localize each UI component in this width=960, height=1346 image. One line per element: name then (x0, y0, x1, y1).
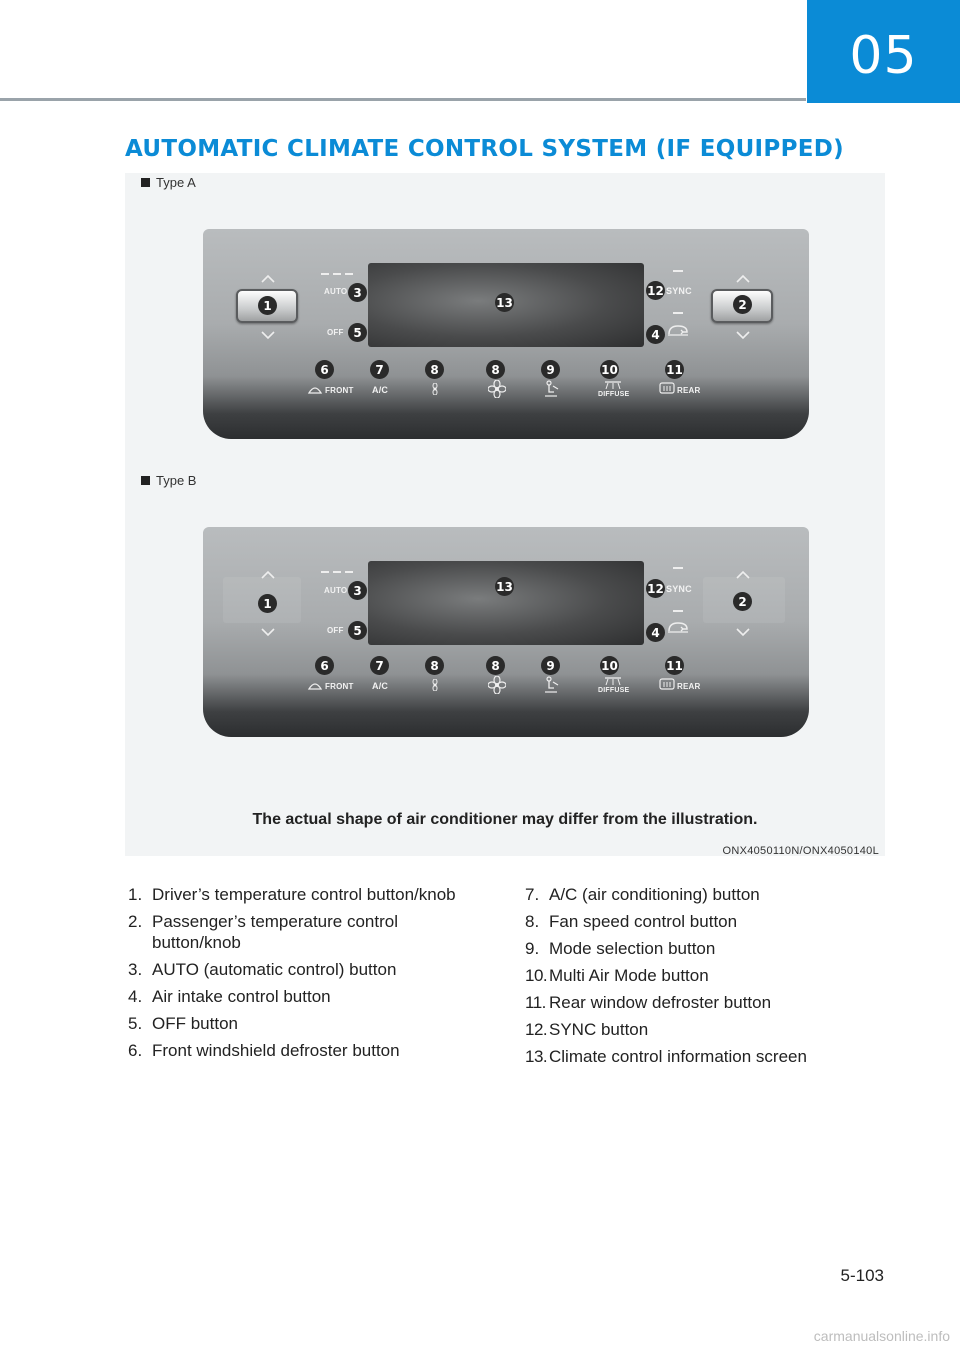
type-a-text: Type A (156, 175, 196, 190)
callout: 10 (600, 656, 619, 675)
item-text: SYNC button (549, 1020, 649, 1039)
multi-air-icon (604, 676, 622, 686)
item-text: Driver’s temperature control button/knob (152, 885, 456, 904)
callout: 12 (646, 579, 665, 598)
item-text: Fan speed control button (549, 912, 738, 931)
item-number: 9. (525, 939, 540, 958)
callout: 11 (665, 360, 684, 379)
callout: 11 (665, 656, 684, 675)
callout: 1 (258, 296, 277, 315)
bullet-square-icon (141, 178, 150, 187)
list-item (525, 911, 885, 932)
callout: 8 (486, 656, 505, 675)
front-defrost-icon (307, 679, 323, 691)
auto-label: AUTO (324, 287, 348, 296)
indicator-dash (333, 571, 341, 573)
item-text: A/C (air conditioning) button (549, 885, 760, 904)
type-b-text: Type B (156, 473, 197, 488)
fan-low-icon (429, 679, 441, 691)
list-item (128, 1013, 483, 1034)
callout: 8 (425, 360, 444, 379)
section-title: AUTOMATIC CLIMATE CONTROL SYSTEM (IF EQUIPPED) (125, 136, 844, 162)
sync-label: SYNC (666, 286, 692, 296)
callout: 6 (315, 656, 334, 675)
callout: 12 (646, 281, 665, 300)
item-number: 12. (525, 1020, 548, 1039)
item-number: 13. (525, 1047, 548, 1066)
air-recirculation-icon (666, 620, 690, 634)
ac-label: A/C (372, 681, 389, 691)
chevron-down-icon (735, 628, 751, 638)
list-item (525, 938, 885, 959)
panel-type-b (203, 527, 809, 737)
ac-label: A/C (372, 385, 389, 395)
chevron-up-icon (260, 569, 276, 579)
item-number: 8. (525, 912, 540, 931)
chevron-up-icon (735, 569, 751, 579)
bullet-square-icon (141, 476, 150, 485)
item-text: Passenger’s temperature control button/knob (152, 912, 399, 952)
info-screen (368, 561, 644, 645)
item-text: OFF button (152, 1014, 238, 1033)
front-label: FRONT (325, 386, 354, 395)
callout: 5 (348, 323, 367, 342)
list-item (128, 1040, 483, 1061)
item-number: 10. (525, 966, 548, 985)
chevron-down-icon (260, 331, 276, 341)
air-recirculation-icon (666, 323, 690, 337)
item-text: Mode selection button (549, 939, 716, 958)
callout: 2 (733, 592, 752, 611)
callout: 9 (541, 360, 560, 379)
component-list-right (525, 884, 885, 1073)
chevron-up-icon (735, 273, 751, 283)
sync-label: SYNC (666, 584, 692, 594)
item-text: AUTO (automatic control) button (152, 960, 397, 979)
list-item (128, 986, 483, 1007)
type-b-label (141, 473, 196, 488)
item-number: 3. (128, 960, 143, 979)
item-number: 2. (128, 912, 143, 931)
item-text: Multi Air Mode button (549, 966, 709, 985)
item-number: 7. (525, 885, 540, 904)
fan-low-icon (429, 383, 441, 395)
item-number: 6. (128, 1041, 143, 1060)
multi-air-icon (604, 380, 622, 390)
callout: 3 (348, 581, 367, 600)
rear-label: REAR (677, 682, 701, 691)
chevron-down-icon (260, 628, 276, 638)
mode-selection-icon (542, 380, 560, 398)
callout: 8 (425, 656, 444, 675)
callout: 5 (348, 621, 367, 640)
callout: 4 (646, 623, 665, 642)
fan-high-icon (488, 380, 506, 398)
rear-label: REAR (677, 386, 701, 395)
callout: 13 (495, 293, 514, 312)
indicator-dash (321, 571, 329, 573)
item-text: Rear window defroster button (549, 993, 772, 1012)
climate-panel-figure (125, 173, 885, 856)
page-number: 5-103 (840, 1266, 884, 1285)
figure-code: ONX4050110N/ONX4050140L (722, 845, 879, 857)
indicator-dash (333, 273, 341, 275)
callout: 7 (370, 360, 389, 379)
callout: 3 (348, 283, 367, 302)
callout: 9 (541, 656, 560, 675)
chapter-tab (807, 0, 960, 103)
auto-label: AUTO (324, 586, 348, 595)
figure-caption: The actual shape of air conditioner may differ from the illustration. (252, 811, 758, 828)
list-item (525, 965, 885, 986)
diffuse-label: DIFFUSE (598, 687, 630, 694)
mode-selection-icon (542, 676, 560, 694)
callout: 13 (495, 577, 514, 596)
front-label: FRONT (325, 682, 354, 691)
rear-defrost-icon (659, 382, 675, 394)
list-item (525, 1046, 885, 1067)
off-label: OFF (327, 626, 344, 635)
list-item (525, 992, 885, 1013)
chapter-number: 05 (849, 25, 918, 86)
chevron-down-icon (735, 331, 751, 341)
callout: 7 (370, 656, 389, 675)
item-number: 11. (525, 993, 546, 1012)
rear-defrost-icon (659, 678, 675, 690)
list-item (525, 1019, 885, 1040)
callout: 6 (315, 360, 334, 379)
watermark: carmanualsonline.info (813, 1328, 950, 1344)
indicator-dash (345, 273, 353, 275)
list-item (128, 884, 483, 905)
indicator-dash (321, 273, 329, 275)
callout: 8 (486, 360, 505, 379)
type-a-label (141, 175, 196, 190)
chevron-up-icon (260, 273, 276, 283)
front-defrost-icon (307, 383, 323, 395)
diffuse-label: DIFFUSE (598, 391, 630, 398)
panel-type-a (203, 229, 809, 439)
component-list-left (128, 884, 483, 1067)
item-number: 4. (128, 987, 143, 1006)
indicator-dash (673, 312, 683, 314)
item-number: 1. (128, 885, 143, 904)
indicator-dash (673, 270, 683, 272)
callout: 2 (733, 295, 752, 314)
item-text: Air intake control button (152, 987, 331, 1006)
item-text: Climate control information screen (549, 1047, 807, 1066)
fan-high-icon (488, 676, 506, 694)
indicator-dash (673, 610, 683, 612)
list-item (128, 911, 483, 953)
off-label: OFF (327, 328, 344, 337)
header-rule (0, 98, 806, 101)
list-item (128, 959, 483, 980)
callout: 10 (600, 360, 619, 379)
item-number: 5. (128, 1014, 143, 1033)
indicator-dash (345, 571, 353, 573)
indicator-dash (673, 567, 683, 569)
callout: 1 (258, 594, 277, 613)
list-item (525, 884, 885, 905)
callout: 4 (646, 325, 665, 344)
item-text: Front windshield defroster button (152, 1041, 400, 1060)
